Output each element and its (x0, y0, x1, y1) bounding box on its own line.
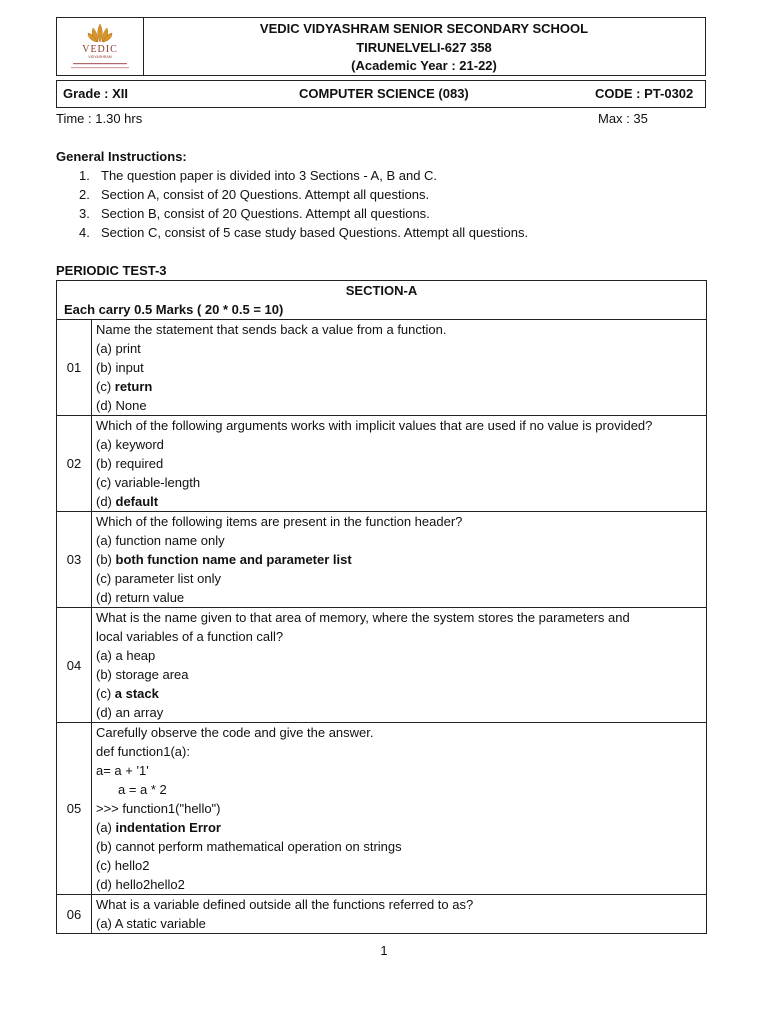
svg-text:VIDYASHRAM: VIDYASHRAM (88, 55, 112, 59)
max-marks-label: Max : 35 (598, 111, 648, 126)
grade-label: Grade : XII (63, 86, 129, 101)
option: (d) an array (96, 705, 164, 720)
question-number: 05 (57, 723, 92, 895)
code-line: >>> function1("hello") (96, 801, 221, 816)
academic-year: (Academic Year : 21-22) (351, 58, 497, 73)
option-correct: (c) a stack (96, 686, 159, 701)
question-body (92, 608, 707, 723)
school-header (56, 17, 706, 76)
option: (a) function name only (96, 533, 225, 548)
question-row (57, 895, 707, 934)
question-row (57, 416, 707, 512)
question-body (92, 320, 707, 416)
option: (b) cannot perform mathematical operation on strings (96, 839, 402, 854)
option: (d) return value (96, 590, 185, 605)
option-correct: (a) indentation Error (96, 820, 221, 835)
question-number: 06 (57, 895, 92, 934)
lotus-logo-icon (57, 18, 143, 75)
school-logo (57, 18, 144, 75)
question-number: 04 (57, 608, 92, 723)
question-stem: Carefully observe the code and give the answer. (96, 725, 374, 740)
page-number: 1 (380, 943, 388, 958)
code-line: a = a * 2 (118, 782, 167, 797)
question-body (92, 512, 707, 608)
option: (a) print (96, 341, 141, 356)
option-correct: (d) default (96, 494, 159, 509)
school-name: VEDIC VIDYASHRAM SENIOR SECONDARY SCHOOL (259, 21, 589, 36)
question-body (92, 895, 707, 934)
code-label: CODE : PT-0302 (595, 86, 694, 101)
option: (b) input (96, 360, 144, 375)
instruction-text: Section A, consist of 20 Questions. Attempt all questions. (101, 187, 430, 202)
school-location: TIRUNELVELI-627 358 (356, 39, 492, 55)
question-number: 02 (57, 416, 92, 512)
instruction-num: 1. (79, 168, 90, 183)
section-header-row (57, 281, 707, 320)
question-stem: What is the name given to that area of memory, where the system stores the parameters and (96, 610, 630, 625)
question-row (57, 512, 707, 608)
option: (d) None (96, 398, 147, 413)
question-stem: Name the statement that sends back a value from a function. (96, 322, 447, 337)
question-stem: Which of the following items are present in the function header? (96, 514, 463, 529)
option: (a) a heap (96, 648, 156, 663)
instruction-text: Section B, consist of 20 Questions. Attempt all questions. (101, 206, 430, 221)
question-stem-continued: local variables of a function call? (96, 629, 284, 644)
question-stem: What is a variable defined outside all the functions referred to as? (96, 897, 474, 912)
time-label: Time : 1.30 hrs (56, 111, 143, 126)
school-title-block (143, 20, 705, 76)
option: (b) required (96, 456, 164, 471)
question-row (57, 608, 707, 723)
option: (a) A static variable (96, 916, 206, 931)
option: (a) keyword (96, 437, 164, 452)
option-correct: (c) return (96, 379, 153, 394)
question-row (57, 320, 707, 416)
question-number: 03 (57, 512, 92, 608)
exam-info-row (56, 80, 706, 108)
option-correct: (b) both function name and parameter list (96, 552, 352, 567)
question-body (92, 723, 707, 895)
instruction-text: Section C, consist of 5 case study based Questions. Attempt all questions. (101, 225, 529, 240)
option: (d) hello2hello2 (96, 877, 185, 892)
option: (b) storage area (96, 667, 189, 682)
section-title: SECTION-A (345, 283, 418, 298)
option: (c) hello2 (96, 858, 150, 873)
test-title: PERIODIC TEST-3 (56, 263, 167, 278)
section-marks: Each carry 0.5 Marks ( 20 * 0.5 = 10) (64, 302, 284, 317)
instruction-text: The question paper is divided into 3 Sections - A, B and C. (101, 168, 438, 183)
svg-text:VEDIC: VEDIC (82, 44, 118, 55)
question-stem: Which of the following arguments works with implicit values that are used if no value is provided? (96, 418, 653, 433)
instruction-num: 4. (79, 225, 90, 240)
instructions-title: General Instructions: (56, 149, 187, 164)
instruction-num: 3. (79, 206, 90, 221)
subject-label: COMPUTER SCIENCE (083) (299, 86, 469, 101)
question-body (92, 416, 707, 512)
option: (c) variable-length (96, 475, 201, 490)
code-line: a= a + '1' (96, 763, 149, 778)
code-line: def function1(a): (96, 744, 190, 759)
questions-table (56, 280, 707, 934)
question-number: 01 (57, 320, 92, 416)
instruction-num: 2. (79, 187, 90, 202)
option: (c) parameter list only (96, 571, 221, 586)
question-row (57, 723, 707, 895)
